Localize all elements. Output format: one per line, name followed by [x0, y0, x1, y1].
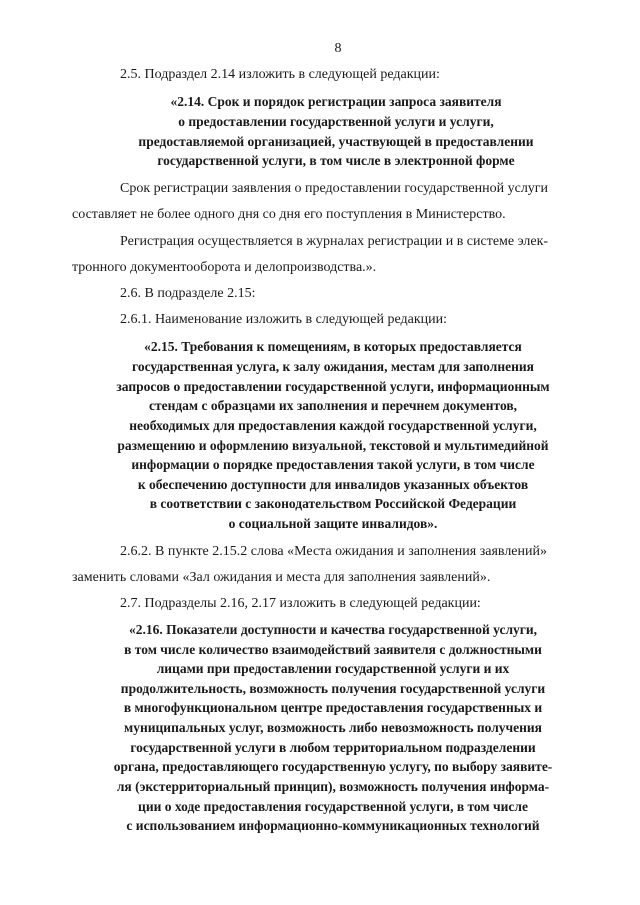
paragraph-2-6-2: заменить словами «Зал ожидания и места для заполнения заявлений».	[72, 570, 491, 585]
page-number: 8	[334, 41, 342, 56]
heading-2-16-line: муниципальных услуг, возможность либо невозможность получения	[124, 720, 542, 735]
heading-2-16-line: ции о ходе предоставления государственной услуги, в том числе	[138, 799, 528, 814]
heading-2-16-line: ля (экстерриториальный принцип), возможность получения информа-	[116, 779, 550, 794]
heading-2-16-line: с использованием информационно-коммуникационных технологий	[126, 818, 540, 833]
heading-2-14-line: о предоставлении государственной услуги и услуги,	[178, 114, 494, 129]
heading-2-16-line: продолжительность, возможность получения государственной услуги	[120, 681, 546, 696]
heading-2-15-line: информации о порядке предоставления такой услуги, в том числе	[131, 457, 535, 472]
heading-2-15-line: размещению и оформлению визуальной, текстовой и мультимедийной	[117, 438, 549, 453]
heading-2-15-line: в соответствии с законодательством Российской Федерации	[149, 496, 517, 511]
heading-2-14-line: предоставляемой организацией, участвующей в предоставлении	[138, 134, 534, 149]
paragraph-registration-term: составляет не более одного дня со дня его поступления в Министерство.	[72, 207, 506, 222]
paragraph-2-6: 2.6. В подразделе 2.15:	[120, 286, 256, 301]
heading-2-15-line: государственная услуга, к залу ожидания, местам для заполнения	[132, 359, 534, 374]
paragraph-registration-journals: Регистрация осуществляется в журналах регистрации и в системе элек-	[120, 234, 549, 249]
heading-2-16-line: лицами при предоставлении государственной услуги и их	[156, 661, 510, 676]
heading-2-15-line: к обеспечению доступности для инвалидов указанных объектов	[137, 477, 529, 492]
paragraph-2-6-1: 2.6.1. Наименование изложить в следующей редакции:	[120, 312, 447, 327]
heading-2-14-line: государственной услуги, в том числе в электронной форме	[157, 153, 515, 168]
paragraph-2-6-2: 2.6.2. В пункте 2.15.2 слова «Места ожидания и заполнения заявлений»	[120, 544, 547, 559]
paragraph-registration-term: Срок регистрации заявления о предоставлении государственной услуги	[120, 181, 549, 196]
heading-2-15-line: «2.15. Требования к помещениям, в которых предоставляется	[144, 339, 522, 354]
paragraph-2-7: 2.7. Подразделы 2.16, 2.17 изложить в следующей редакции:	[120, 596, 481, 611]
heading-2-15-line: стендам с образцами их заполнения и перечнем документов,	[148, 398, 518, 413]
heading-2-16-line: органа, предоставляющего государственную услугу, по выбору заявите-	[113, 759, 553, 774]
heading-2-16-line: в многофункциональном центре предоставления государственных и	[123, 700, 543, 715]
heading-2-15-line: запросов о предоставлении государственной услуги, информационным	[116, 379, 550, 394]
heading-2-16-line: государственной услуги в любом территориальном подразделении	[130, 740, 536, 755]
heading-2-16-line: «2.16. Показатели доступности и качества государственной услуги,	[128, 622, 538, 637]
paragraph-2-5: 2.5. Подраздел 2.14 изложить в следующей редакции:	[120, 67, 440, 82]
heading-2-15-line: о социальной защите инвалидов».	[228, 516, 438, 531]
paragraph-registration-journals: тронного документооборота и делопроизводства.».	[72, 260, 377, 275]
heading-2-16-line: в том числе количество взаимодействий заявителя с должностными	[124, 642, 542, 657]
heading-2-14-line: «2.14. Срок и порядок регистрации запроса заявителя	[170, 94, 502, 109]
heading-2-15-line: необходимых для предоставления каждой государственной услуги,	[129, 418, 537, 433]
